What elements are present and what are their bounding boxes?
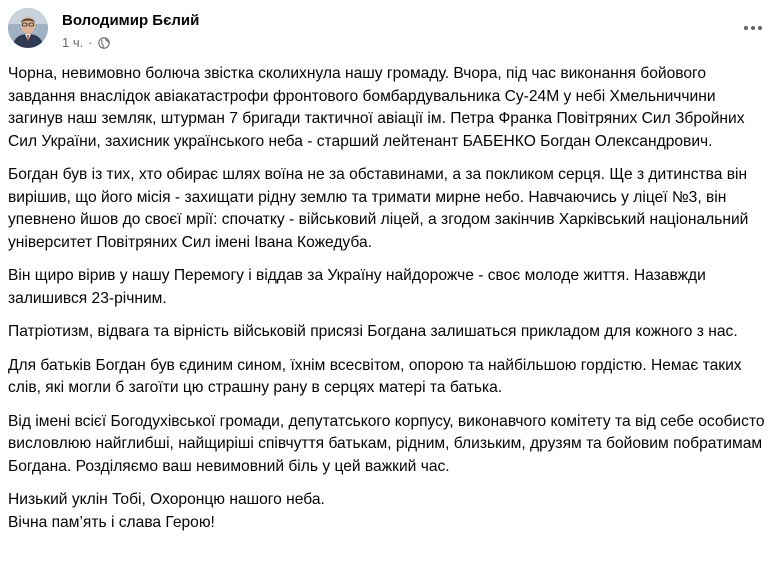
more-options-button[interactable] (739, 14, 767, 42)
post-paragraph: Від імені всієї Богодухівської громади, депутатського корпусу, виконавчого комітету та від себе особисто висловлюю найглибші, найщиріші співчуття батькам, рідним, близьким, друзям та бойовим побратимам Богдана. Розділяємо ваш невимовний біль у цей важкий час. (8, 412, 765, 475)
post-paragraph: Низький уклін Тобі, Охоронцю нашого неба. (8, 491, 325, 508)
meta-separator: · (88, 35, 93, 50)
author-name[interactable]: Володимир Бєлий (62, 12, 200, 29)
post-timestamp[interactable]: 1 ч. (62, 35, 84, 50)
post-body (8, 63, 768, 534)
post-paragraph: Вічна пам’ять і слава Герою! (8, 513, 215, 531)
post-paragraph: Богдан був із тих, хто обирає шлях воїна не за обставинами, а за покликом серця. Ще з дитинства він вирішив, що його місія - захищати рідну землю та тримати мирне небо. Навчаючись у ліцеї №3, він упевнено йшов до своєї мрії: спочатку - військовий ліцей, а згодом закінчив Харківський національний університет Повітряних Сил імені Івана Кожедуба. (8, 166, 749, 251)
globe-icon[interactable] (98, 37, 110, 49)
avatar[interactable] (8, 8, 48, 48)
post-meta (62, 35, 110, 50)
post-paragraph: Для батьків Богдан був єдиним сином, їхнім всесвітом, опорою та найбільшою гордістю. Немає таких слів, які могли б загоїти цю страшну рану в серцях матері та батька. (8, 356, 742, 396)
post-paragraph: Патріотизм, відвага та вірність військовій присязі Богдана залишаться прикладом для кожного з нас. (8, 323, 738, 340)
post-paragraph: Чорна, невимовно болюча звістка сколихнула нашу громаду. Вчора, під час виконання бойового завдання внаслідок авіакатастрофи фронтового бомбардувальника Су-24М у небі Хмельниччини загинув наш земляк, штурман 7 бригади тактичної авіації ім. Петра Франка Повітряних Сил Збройних Сил України, захисник українського неба - старший лейтенант БАБЕНКО Богдан Олександрович. (8, 65, 745, 150)
post-paragraph: Він щиро вірив у нашу Перемогу і віддав за Україну найдорожче - своє молоде життя. Назавжди залишився 23-річним. (8, 267, 706, 307)
more-dots-icon (743, 25, 763, 31)
post-header (8, 8, 769, 58)
